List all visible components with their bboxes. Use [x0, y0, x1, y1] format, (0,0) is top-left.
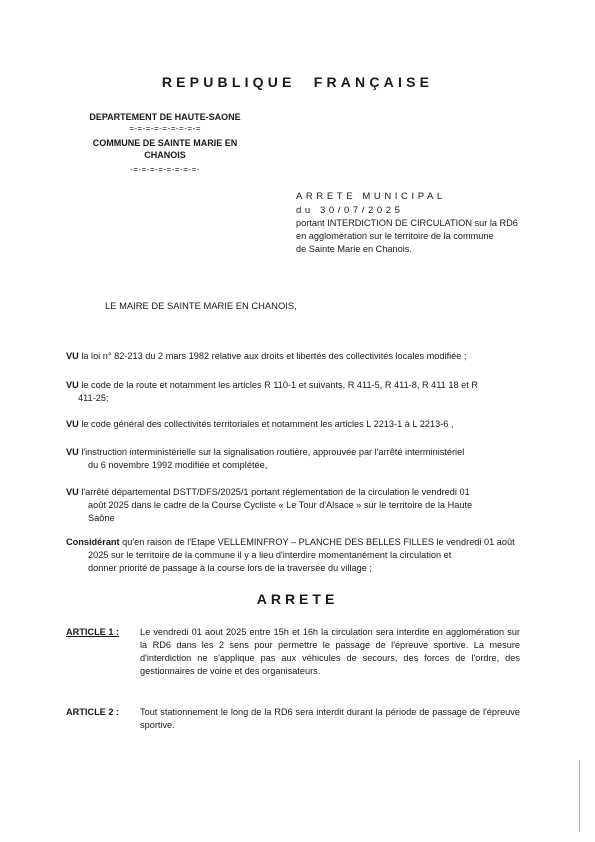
vu-keyword: VU	[66, 380, 79, 390]
vu-text-continued: août 2025 dans le cadre de la Course Cycliste « Le Tour d'Alsace » sur le territoire de la Haute	[88, 500, 473, 510]
vu-text: le code de la route et notamment les articles R 110-1 et suivants, R 411-5, R 411-8, R 411 18 et R	[81, 380, 478, 390]
vu-text: l'arrêté départemental DSTT/DFS/2025/1 portant réglementation de la circulation le vendredi 01	[81, 487, 470, 497]
considerant-text: qu'en raison de l'Etape VELLEMINFROY – PLANCHE DES BELLES FILLES le vendredi 01 août	[122, 537, 515, 547]
vu-text: la loi n° 82-213 du 2 mars 1982 relative aux droits et libertés des collectivités locales modifiée ;	[81, 351, 467, 361]
commune-separator: -=-=-=-=-=-=-=-=-	[130, 165, 200, 174]
vu-item	[66, 446, 536, 459]
commune-name-line2: CHANOIS	[144, 150, 186, 160]
vu-text: l'instruction interministérielle sur la signalisation routière, approuvée par l'arrêté interministériel	[81, 447, 465, 457]
vu-keyword: VU	[66, 487, 79, 497]
considerant-item	[66, 536, 536, 549]
vu-item	[66, 379, 536, 392]
article-2-label: ARTICLE 2 :	[66, 707, 120, 717]
considerant-text-continued: 2025 sur le territoire de la commune il y a lieu d'interdire momentanément la circulation et	[88, 550, 452, 560]
decree-title: ARRETE MUNICIPAL	[296, 191, 446, 202]
decree-subject-line3: de Sainte Marie en Chanois.	[296, 244, 412, 254]
scan-edge-line	[579, 760, 580, 832]
vu-keyword: VU	[66, 419, 79, 429]
republic-heading: REPUBLIQUE FRANÇAISE	[161, 74, 434, 90]
decree-date: du 30/07/2025	[296, 205, 404, 216]
considerant-text-continued: donner priorité de passage à la course lors de la traversée du village ;	[88, 563, 372, 573]
department-separator: =-=-=-=-=-=-=-=-=	[129, 124, 201, 133]
decree-subject-line2: en agglomération sur le territoire de la commune	[296, 231, 494, 241]
vu-keyword: VU	[66, 447, 79, 457]
vu-item	[66, 418, 536, 431]
vu-text-continued: 411-25;	[78, 393, 109, 403]
commune-name-line1: COMMUNE DE SAINTE MARIE EN	[92, 138, 238, 148]
vu-keyword: VU	[66, 351, 79, 361]
arrete-heading: ARRETE	[256, 591, 339, 607]
vu-text-continued: du 6 novembre 1992 modifiée et complétée,	[88, 460, 268, 470]
department-name: DEPARTEMENT DE HAUTE-SAONE	[89, 112, 241, 122]
vu-item	[66, 486, 536, 499]
vu-text: le code général des collectivités territoriales et notamment les articles L 2213-1 à L 2213-6 ,	[81, 419, 454, 429]
considerant-keyword: Considérant	[66, 537, 120, 547]
article-1-label: ARTICLE 1 :	[66, 627, 120, 637]
mayor-line: LE MAIRE DE SAINTE MARIE EN CHANOIS,	[105, 300, 297, 311]
article-2-text: Tout stationnement le long de la RD6 sera interdit durant la période de passage de l'épreuve sportive.	[140, 707, 520, 730]
vu-item	[66, 350, 536, 363]
article-1-text: Le vendredi 01 aout 2025 entre 15h et 16h la circulation sera interdite en agglomération sur la RD6 dans les 2 sens pour permettre le passage de l'épreuve sportive. La mesure d'interdiction ne s'applique pas aux véhicules de secours, des forces de l'ordre, des gestionnaires de voirie et des organisateurs.	[140, 627, 520, 676]
decree-subject-line1: portant INTERDICTION DE CIRCULATION sur la RD6	[296, 218, 518, 228]
vu-text-continued: Saône	[88, 513, 115, 523]
